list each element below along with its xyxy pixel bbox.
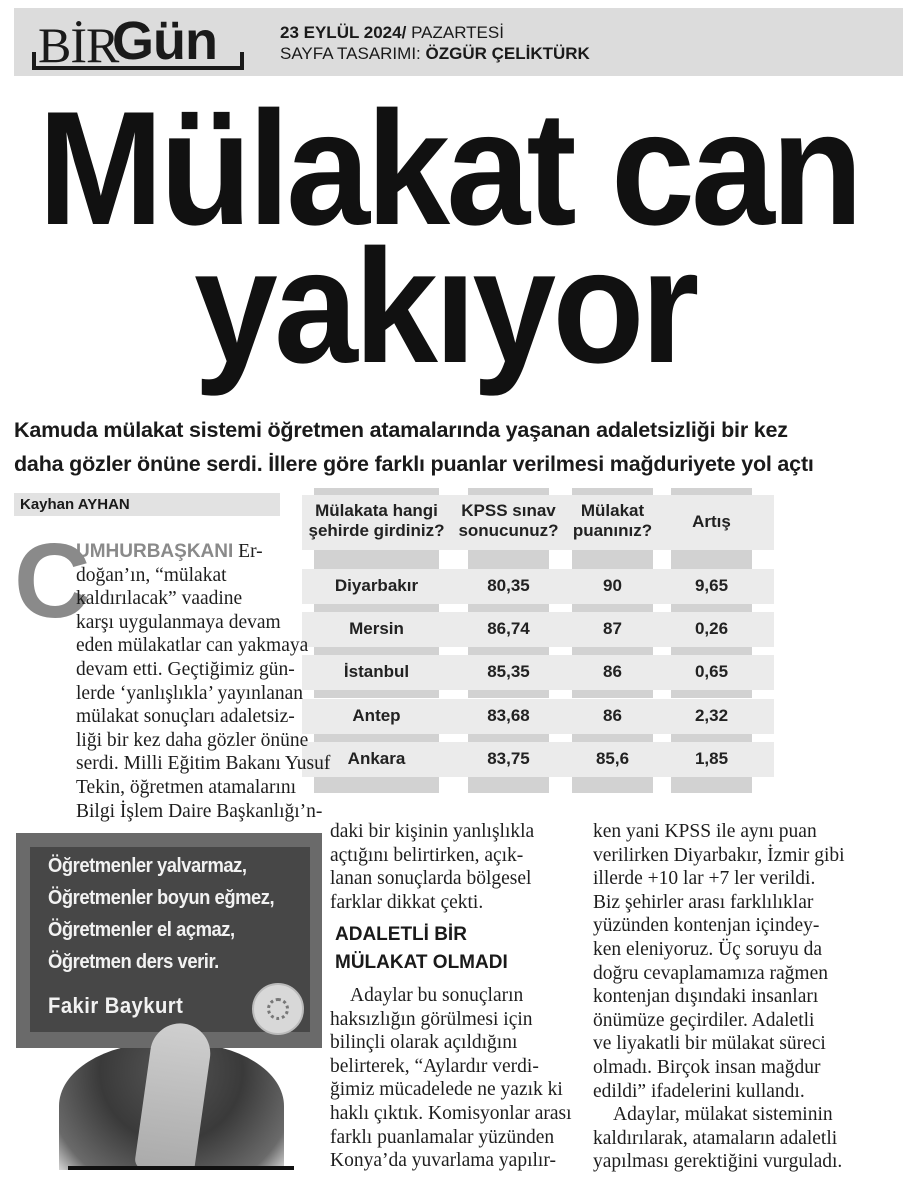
table-value-cell: 0,65	[694, 662, 729, 681]
design-label: SAYFA TASARIMI:	[280, 44, 421, 63]
article-line: ken eleniyoruz. Üç soruyu da	[593, 938, 823, 960]
protest-sign	[16, 833, 322, 1048]
logo-bold-text: Gün	[112, 11, 217, 71]
poster-author: Fakir Baykurt	[48, 993, 184, 1018]
table-strip	[671, 550, 752, 569]
table-value-cell: 86	[603, 706, 622, 725]
article-line: serdi. Milli Eğitim Bakanı Yusuf	[76, 753, 331, 775]
article-line: liği bir kez daha gözler önüne	[76, 729, 309, 751]
table-strip	[671, 734, 752, 742]
header-line: KPSS sınav	[461, 501, 556, 520]
table-strip	[468, 647, 549, 655]
article-line: kontenjan dışındaki insanları	[593, 986, 819, 1008]
subheadline-line-1: Kamuda mülakat sistemi öğretmen atamalarında yaşanan adaletsizliği bir kez	[14, 418, 788, 442]
header-line: Artış	[692, 512, 731, 531]
table-header-cell	[302, 501, 452, 541]
article-line: devam etti. Geçtiğimiz gün-	[76, 658, 295, 680]
article-line: ken yani KPSS ile aynı puan	[593, 821, 817, 842]
article-column-1	[76, 564, 330, 824]
lead-word: UMHURBAŞKANI	[76, 541, 234, 562]
table-strip	[572, 734, 653, 742]
table-strip	[572, 777, 653, 793]
subheadline-line-2: daha gözler önüne serdi. İllere göre farklı puanlar verilmesi mağduriyete yol açtı	[14, 452, 814, 476]
table-strip	[572, 550, 653, 569]
table-city-cell: Ankara	[347, 749, 406, 768]
article-line: önümüze geçirdiler. Adaletli	[593, 1009, 815, 1031]
table-value-cell: 9,65	[694, 576, 729, 595]
table-strip	[671, 777, 752, 793]
article-line: edildi” ifadelerini kullandı.	[593, 1080, 805, 1102]
table-city-cell: Diyarbakır	[334, 576, 419, 595]
poster-line: Öğretmenler boyun eğmez,	[48, 887, 275, 909]
article-line: karşı uygulanmaya devam	[76, 611, 281, 633]
article-column-3	[593, 820, 845, 1174]
table-strip	[572, 690, 653, 698]
article-line: daki bir kişinin yanlışlıkla	[330, 821, 535, 842]
section-heading-line: ADALETLİ BİR	[335, 924, 467, 945]
article-line: ve liyakatli bir mülakat süreci	[593, 1033, 826, 1055]
table-strip	[671, 690, 752, 698]
table-value-cell: 85,35	[487, 662, 530, 681]
header-line: sonucunuz?	[458, 521, 559, 540]
article-line: haklı çıktık. Komisyonlar arası	[330, 1102, 572, 1124]
logo-light-text: BİR	[38, 17, 119, 73]
table-value-cell: 2,32	[694, 706, 729, 725]
table-strip	[671, 488, 752, 495]
table-strip	[314, 690, 439, 698]
article-line: kaldırılarak, atamaların adaletli	[593, 1127, 838, 1149]
table-strip	[314, 647, 439, 655]
poster-line: Öğretmen ders verir.	[48, 951, 219, 973]
article-line: Tekin, öğretmen atamalarını	[76, 776, 297, 798]
egitim-sen-seal-icon	[252, 983, 304, 1035]
article-line: yüzünden kontenjan içindey-	[593, 915, 820, 937]
table-header-cell	[637, 512, 787, 532]
article-line: açtığını belirtirken, açık-	[330, 844, 524, 866]
table-strip	[314, 604, 439, 612]
table-value-cell: 1,85	[694, 749, 729, 768]
table-strip	[314, 550, 439, 569]
article-line: verilirken Diyarbakır, İzmir gibi	[593, 844, 845, 866]
table-value-cell: 83,75	[487, 749, 530, 768]
headline-line-2: yakıyor	[194, 216, 696, 397]
table-strip	[314, 734, 439, 742]
header-line: Mülakata hangi	[315, 501, 438, 520]
article-line: farklı puanlamalar yüzünden	[330, 1126, 555, 1148]
table-value-cell: 90	[603, 576, 622, 595]
protest-photo	[14, 828, 322, 1170]
article-column-2a	[330, 820, 534, 914]
table-strip	[468, 604, 549, 612]
table-strip	[671, 604, 752, 612]
table-strip	[671, 647, 752, 655]
table-strip	[314, 488, 439, 495]
article-line: belirterek, “Aylardır verdi-	[330, 1055, 539, 1077]
section-heading	[335, 921, 508, 977]
table-value-cell: 87	[603, 619, 622, 638]
table-strip	[468, 550, 549, 569]
table-value-cell: 80,35	[487, 576, 530, 595]
table-value-cell: 85,6	[595, 749, 630, 768]
byline: Kayhan AYHAN	[14, 493, 280, 516]
article-col1-top	[76, 540, 263, 564]
article-line: Er-	[233, 541, 263, 562]
headline-line-1: Mülakat can	[38, 78, 860, 259]
article-line: Konya’da yuvarlama yapılır-	[330, 1150, 556, 1172]
article-line: eden mülakatlar can yakmaya	[76, 635, 309, 657]
newspaper-logo	[30, 12, 248, 72]
article-line: Bilgi İşlem Daire Başkanlığı’n-	[76, 800, 323, 822]
table-strip	[572, 647, 653, 655]
section-heading-line: MÜLAKAT OLMADI	[335, 952, 508, 973]
table-strip	[314, 777, 439, 793]
header-line: puanınız?	[572, 521, 653, 540]
masthead	[14, 8, 903, 76]
table-city-cell: İstanbul	[343, 662, 410, 681]
article-line: Adaylar, mülakat sisteminin	[613, 1104, 833, 1126]
article-line: Adaylar bu sonuçların	[350, 985, 524, 1006]
table-strip	[468, 690, 549, 698]
issue-weekday: PAZARTESİ	[411, 23, 504, 42]
table-city-cell: Antep	[352, 706, 401, 725]
article-line: lanan sonuçlarda bölgesel	[330, 868, 532, 890]
article-line: illerde +10 lar +7 ler verildi.	[593, 868, 816, 890]
header-line: şehirde girdiniz?	[308, 521, 445, 540]
table-strip	[572, 604, 653, 612]
logo-bracket	[32, 52, 244, 70]
table-value-cell: 86	[603, 662, 622, 681]
article-column-2b	[330, 984, 572, 1173]
table-strip	[468, 777, 549, 793]
issue-date: 23 EYLÜL 2024/	[280, 23, 407, 42]
article-line: mülakat sonuçları adaletsiz-	[76, 706, 295, 728]
article-line: farklar dikkat çekti.	[330, 891, 484, 913]
table-city-cell: Mersin	[349, 619, 404, 638]
article-line: haksızlığın görülmesi için	[330, 1008, 533, 1030]
header-line: Mülakat	[580, 501, 645, 520]
article-line: ğimiz mücadelede ne yazık ki	[330, 1079, 563, 1101]
article-line: doğan’ın, “mülakat	[76, 564, 227, 586]
article-line: bilinçli olarak açıldığını	[330, 1032, 518, 1054]
poster-line: Öğretmenler yalvarmaz,	[48, 855, 247, 877]
table-strip	[468, 734, 549, 742]
table-strip	[572, 488, 653, 495]
issue-info	[280, 22, 590, 64]
article-line: doğru cevaplamamıza rağmen	[593, 962, 828, 984]
drop-cap: C	[14, 522, 91, 640]
table-value-cell: 83,68	[487, 706, 530, 725]
article-line: yapılması gerektiğini vurguladı.	[593, 1151, 843, 1173]
article-line: kaldırılacak” vaadine	[76, 588, 243, 610]
article-line: lerde ‘yanlışlıkla’ yayınlanan	[76, 682, 304, 704]
article-line: Biz şehirler arası farklılıklar	[593, 891, 814, 913]
table-strip	[468, 488, 549, 495]
photo-rule	[68, 1166, 294, 1170]
designer-name: ÖZGÜR ÇELİKTÜRK	[425, 44, 590, 63]
table-value-cell: 86,74	[487, 619, 530, 638]
table-value-cell: 0,26	[694, 619, 729, 638]
poster-line: Öğretmenler el açmaz,	[48, 919, 235, 941]
article-line: olmadı. Birçok insan mağdur	[593, 1056, 821, 1078]
